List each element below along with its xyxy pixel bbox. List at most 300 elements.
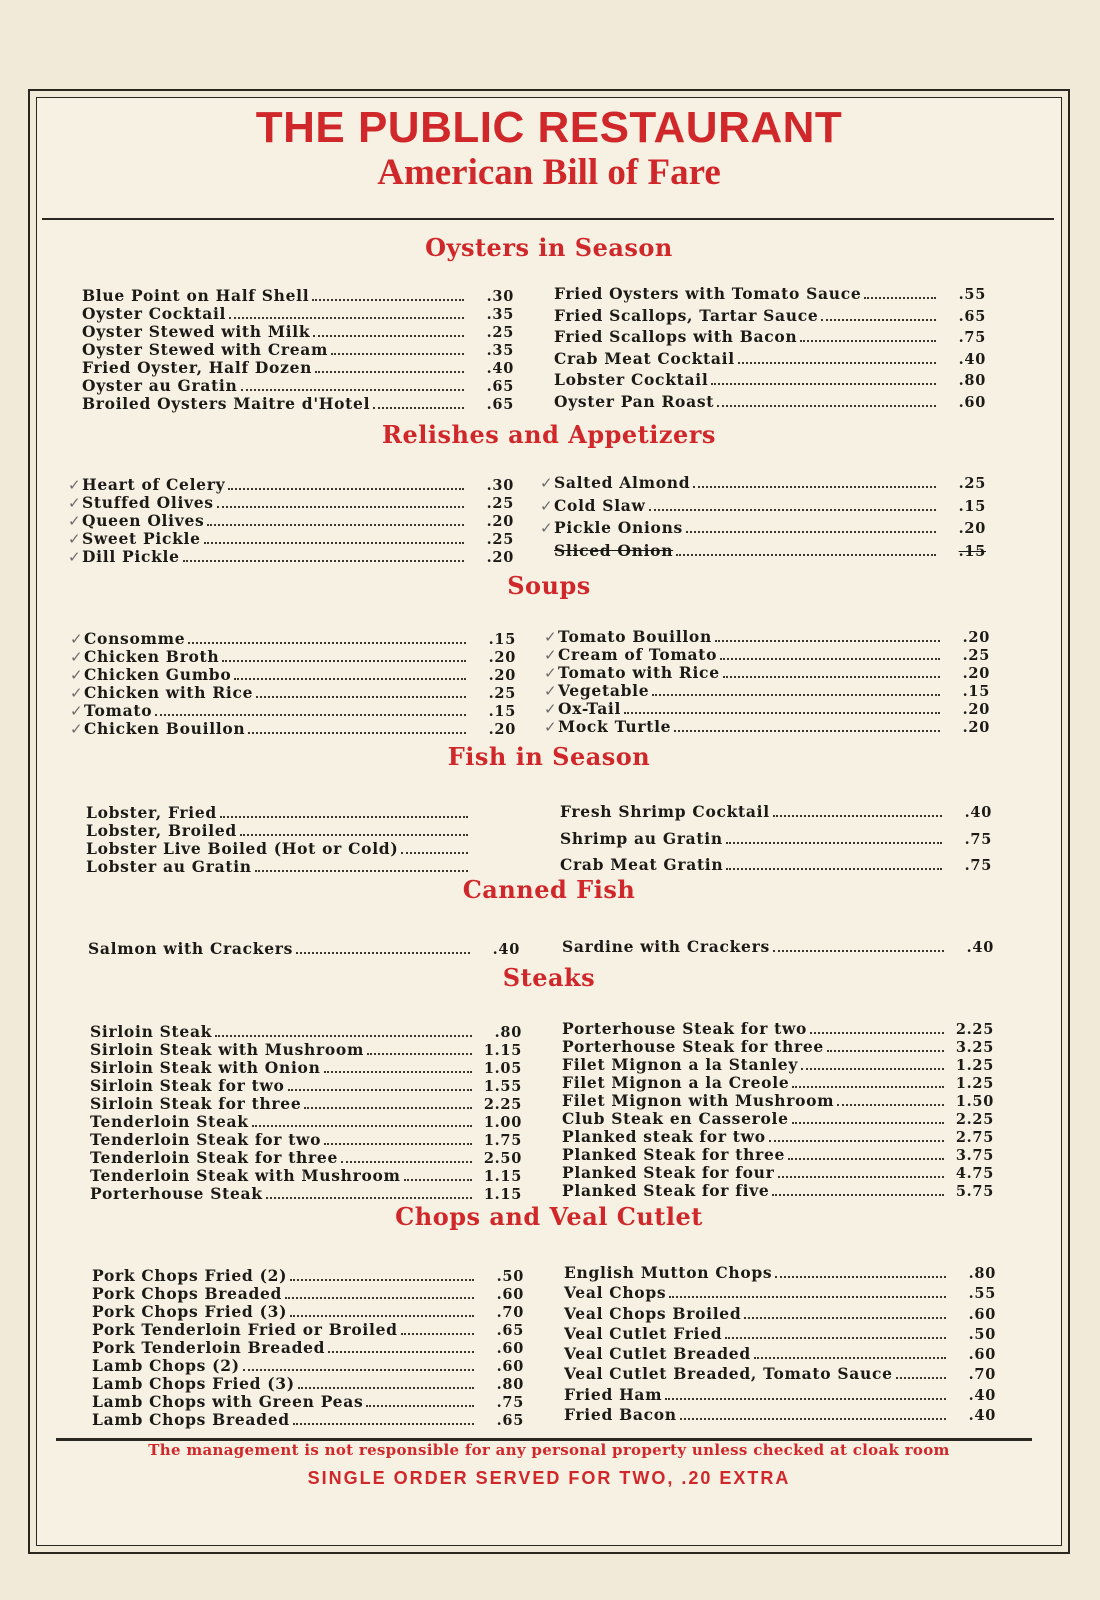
menu-item-price: .25 [958,475,986,492]
menu-item-price: 5.75 [955,1183,994,1200]
menu-item [68,546,514,566]
menu-item-name: Mock Turtle [558,717,672,736]
leader-dots [649,495,936,511]
menu-item [82,357,514,375]
leader-dots [711,369,936,385]
handwritten-check-icon: ✓ [540,496,554,515]
menu-item [86,802,518,820]
leader-dots [800,326,936,342]
handwritten-check-icon: ✓ [544,682,558,700]
menu-item-price: .35 [486,342,514,359]
leader-dots [827,1036,944,1052]
menu-item [554,540,986,563]
leader-dots [252,1111,472,1127]
menu-item [562,1090,994,1108]
menu-item-price: .25 [488,685,516,702]
leader-dots [686,517,936,533]
menu-item-price: 1.05 [483,1060,522,1077]
leader-dots [188,628,466,644]
menu-item-price: .20 [962,719,990,736]
canned-right-column [562,936,994,954]
menu-item-price: 1.15 [483,1168,522,1185]
menu-item [544,644,990,664]
oysters-left-column [82,285,514,411]
leader-dots [298,1373,474,1389]
menu-item-price: .20 [958,520,986,537]
leader-dots [717,391,936,407]
menu-item-name: Porterhouse Steak for three [562,1037,824,1056]
menu-item [82,285,514,303]
menu-item-price: .25 [962,647,990,664]
menu-item-name: Sirloin Steak for three [90,1094,302,1113]
menu-item-price: .75 [964,830,992,848]
menu-item-name: Sirloin Steak [90,1022,213,1041]
menu-item [544,680,990,700]
menu-item [90,1165,522,1183]
menu-item-price: .40 [964,804,992,821]
menu-item-price: 1.25 [955,1075,994,1092]
leader-dots [220,802,468,818]
handwritten-check-icon: ✓ [540,474,554,492]
menu-item-price: 1.15 [483,1042,522,1059]
menu-item-name: Porterhouse Steak for two [562,1019,808,1038]
menu-item [70,682,516,702]
leader-dots [773,936,944,952]
leader-dots [725,1323,946,1339]
relishes-right-column [540,472,986,562]
menu-item-price: .70 [968,1366,996,1384]
leader-dots [792,1072,944,1088]
menu-item [540,495,986,518]
menu-item-name: Stuffed Olives [82,493,214,512]
menu-item-name: Tomato with Rice [558,663,720,682]
bill-of-fare-subtitle: American Bill of Fare [377,152,721,193]
menu-item-price: .75 [964,857,992,874]
leader-dots [266,1183,472,1199]
menu-item-name: Oyster Pan Roast [554,391,715,411]
menu-item [562,1054,994,1072]
menu-item-name: Oyster au Gratin [82,376,238,395]
leader-dots [228,474,464,490]
handwritten-check-icon: ✓ [68,494,82,512]
menu-item [562,1126,994,1144]
fish-right-column [560,799,992,879]
menu-item-name: Queen Olives [82,511,205,530]
menu-item [562,1108,994,1126]
menu-item [70,700,516,720]
leader-dots [674,716,940,732]
menu-item-name: Planked Steak for five [562,1181,770,1200]
leader-dots [324,1057,472,1073]
canned-left-column [88,938,520,956]
menu-item [68,528,514,548]
menu-item [90,1075,522,1093]
menu-item-price: 2.25 [955,1021,994,1038]
leader-dots [293,1409,474,1425]
menu-item-name: Fried Scallops with Bacon [554,327,798,346]
menu-item-name: Veal Cutlet Breaded, Tomato Sauce [564,1364,893,1384]
menu-item-name: Veal Chops [564,1283,667,1303]
leader-dots [241,375,465,391]
leader-dots [401,1319,474,1335]
leader-dots [676,540,936,556]
menu-item-name: Veal Cutlet Breaded [564,1344,751,1364]
menu-item [92,1409,524,1427]
menu-item-price: .65 [486,378,514,395]
menu-item [562,1162,994,1180]
menu-item [562,1018,994,1036]
menu-item-name: Tenderloin Steak [90,1112,249,1131]
menu-item-price: .65 [496,1322,524,1339]
management-notice: The management is not responsible for any personal property unless checked at cloak room [148,1441,950,1459]
menu-item-price: .20 [962,665,990,682]
single-order-notice: SINGLE ORDER SERVED FOR TWO, .20 EXTRA [307,1468,791,1488]
menu-item-price: 4.75 [955,1165,994,1182]
menu-item [92,1283,524,1301]
menu-item [564,1404,996,1424]
menu-item [86,838,518,856]
menu-item-name: Fresh Shrimp Cocktail [560,802,770,821]
menu-item [70,664,516,684]
menu-item-price: .30 [486,477,514,494]
leader-dots [680,1404,946,1420]
leader-dots [669,1282,946,1298]
menu-item-price: .20 [486,513,514,530]
menu-item-name: Sirloin Steak for two [90,1076,285,1095]
leader-dots [792,1108,944,1124]
leader-dots [810,1018,944,1034]
menu-item [560,799,992,826]
handwritten-check-icon: ✓ [70,648,84,666]
menu-item-name: Pork Tenderloin Breaded [92,1338,326,1357]
leader-dots [155,700,466,716]
menu-item [562,1180,994,1198]
menu-item-name: Lobster, Broiled [86,821,237,840]
leader-dots [315,357,464,373]
menu-item-price: .80 [496,1376,524,1393]
menu-item-price: .25 [486,324,514,341]
handwritten-check-icon: ✓ [70,702,84,720]
menu-item-name: Oyster Stewed with Milk [82,322,311,341]
menu-item [540,472,986,495]
menu-item-name: Crab Meat Cocktail [554,348,735,368]
menu-item-price: 2.25 [483,1096,522,1113]
menu-item-name: Lobster, Fried [86,803,217,822]
menu-item-price: .60 [496,1358,524,1375]
menu-item [564,1384,996,1404]
leader-dots [373,393,464,409]
menu-item-price: .60 [496,1286,524,1303]
menu-item [92,1355,524,1373]
menu-item-name: Lamb Chops (2) [92,1356,240,1375]
leader-dots [288,1075,472,1091]
menu-item-price: .20 [488,667,516,684]
leader-dots [772,1180,944,1196]
menu-item [564,1363,996,1383]
handwritten-check-icon: ✓ [68,512,82,530]
menu-item-name: Salmon with Crackers [88,939,294,958]
leader-dots [821,305,936,321]
menu-item-name: Tomato Bouillon [558,627,712,646]
leader-dots [896,1363,946,1379]
menu-item [88,938,520,956]
menu-item [92,1373,524,1391]
menu-item-name: Pickle Onions [554,518,683,537]
leader-dots [183,546,464,562]
chops-left-column [92,1265,524,1427]
header-rule [42,218,1054,220]
menu-item-name: Oyster Cocktail [82,304,227,323]
leader-dots [788,1144,944,1160]
menu-item [70,628,516,648]
menu-item-name: Filet Mignon a la Creole [562,1073,790,1092]
leader-dots [296,938,470,954]
menu-item [90,1183,522,1201]
leader-dots [864,283,936,299]
menu-item [90,1057,522,1075]
menu-item-name: Shrimp au Gratin [560,828,723,848]
menu-item-price: .15 [488,631,516,648]
menu-item [68,510,514,530]
leader-dots [328,1337,474,1353]
menu-item [562,1144,994,1162]
menu-item-price: .80 [494,1024,522,1041]
menu-item-name: Chicken Broth [84,647,220,666]
menu-item [70,646,516,666]
menu-header [36,100,1062,194]
menu-item-name: Sirloin Steak with Mushroom [90,1040,365,1059]
handwritten-check-icon: ✓ [544,664,558,682]
menu-item-price: .80 [968,1265,996,1282]
menu-item-name: Chicken Bouillon [84,719,246,738]
menu-item [544,626,990,646]
menu-item-price: .75 [496,1394,524,1411]
menu-item-price: .40 [958,350,986,368]
leader-dots [775,1262,946,1278]
leader-dots [229,303,464,319]
menu-item-name: Cream of Tomato [558,645,718,664]
leader-dots [290,1301,474,1317]
menu-item [86,820,518,838]
menu-item [90,1111,522,1129]
menu-item [92,1265,524,1283]
menu-item-price: .40 [968,1386,996,1404]
menu-item [554,391,986,413]
menu-item-price: .40 [966,939,994,956]
menu-item-name: Fried Oysters with Tomato Sauce [554,284,862,303]
menu-item-name: Filet Mignon with Mushroom [562,1091,835,1110]
menu-item-name: Sweet Pickle [82,529,201,548]
menu-item [554,369,986,391]
menu-item-name: Tenderloin Steak with Mushroom [90,1166,401,1185]
leader-dots [341,1147,472,1163]
menu-item-name: Fried Ham [564,1384,663,1404]
handwritten-check-icon: ✓ [544,718,558,736]
leader-dots [248,718,466,734]
menu-item-name: Lamb Chops with Green Peas [92,1392,364,1411]
menu-item [92,1319,524,1337]
menu-item-name: Heart of Celery [82,475,226,494]
leader-dots [366,1391,474,1407]
menu-item-name: Broiled Oysters Maitre d'Hotel [82,394,371,413]
leader-dots [738,348,936,364]
fish-left-column [86,802,518,874]
menu-item-name: Oyster Stewed with Cream [82,340,329,359]
menu-item-price: .60 [968,1305,996,1323]
menu-item-name: Tenderloin Steak for three [90,1148,339,1167]
handwritten-check-icon: ✓ [68,530,82,548]
menu-item [564,1323,996,1343]
menu-item-price: 2.50 [483,1150,522,1167]
menu-item [82,393,514,411]
menu-item-price: .40 [492,941,520,958]
menu-item-price: 1.25 [955,1057,994,1074]
menu-item-price: .35 [486,306,514,323]
menu-item-name: Fried Scallops, Tartar Sauce [554,305,819,325]
menu-item-name: Pork Chops Breaded [92,1284,283,1303]
handwritten-check-icon: ✓ [70,666,84,684]
leader-dots [331,339,464,355]
soups-left-column [70,628,516,738]
restaurant-title: THE PUBLIC RESTAURANT [255,103,843,152]
menu-item-price: 1.50 [955,1093,994,1110]
menu-item [544,662,990,682]
menu-item-name: Lamb Chops Breaded [92,1410,290,1429]
menu-item [562,1036,994,1054]
leader-dots [312,285,464,301]
menu-item-name: Consomme [84,629,186,648]
menu-item-price: .65 [958,307,986,325]
leader-dots [801,1054,944,1070]
leader-dots [723,662,940,678]
leader-dots [324,1129,472,1145]
leader-dots [313,321,464,337]
menu-item-price: .20 [488,649,516,666]
menu-item-name: Porterhouse Steak [90,1184,263,1203]
menu-item-name: Pork Chops Fried (3) [92,1302,288,1321]
menu-item-name: Tomato [84,701,153,720]
menu-item [562,936,994,954]
menu-item-name: Filet Mignon a la Stanley [562,1055,799,1074]
menu-item-name: Lobster au Gratin [86,857,252,876]
oysters-right-column [554,283,986,412]
menu-item-name: Chicken with Rice [84,683,254,702]
leader-dots [222,646,466,662]
menu-item [90,1129,522,1147]
menu-item-price: 1.00 [483,1114,522,1131]
steaks-right-column [562,1018,994,1198]
leader-dots [290,1265,474,1281]
menu-item-name: Cold Slaw [554,495,646,515]
menu-item-name: Tenderloin Steak for two [90,1130,322,1149]
menu-item [82,321,514,339]
handwritten-check-icon: ✓ [68,548,82,566]
menu-item-price: .20 [488,721,516,738]
menu-item-name: Lobster Cocktail [554,370,709,389]
leader-dots [304,1093,472,1109]
menu-item-price: .60 [968,1346,996,1364]
menu-item-name: Planked Steak for four [562,1163,775,1182]
leader-dots [773,801,942,817]
handwritten-check-icon: ✓ [68,476,82,494]
menu-item-price: .50 [496,1268,524,1285]
soups-right-column [544,626,990,736]
leader-dots [624,698,940,714]
menu-item-price: .60 [958,393,986,411]
menu-item-price: .30 [486,288,514,305]
menu-item-name: Pork Chops Fried (2) [92,1266,288,1285]
menu-item-name: Veal Cutlet Fried [564,1323,723,1343]
menu-item-price: .65 [496,1412,524,1429]
leader-dots [234,664,466,680]
chops-right-column [564,1262,996,1424]
leader-dots [243,1355,474,1371]
leader-dots [367,1039,472,1055]
leader-dots [215,1021,472,1037]
menu-item [82,375,514,393]
menu-item-price: .40 [968,1407,996,1425]
menu-item-name: Sliced Onion [554,540,674,560]
menu-item [92,1391,524,1409]
menu-item [90,1093,522,1111]
menu-item-price: .40 [486,360,514,377]
menu-item-price: 3.75 [955,1147,994,1164]
menu-item-price: .15 [958,542,986,560]
menu-item-name: Planked steak for two [562,1127,766,1146]
menu-item-price: .20 [486,549,514,566]
menu-item-price: .80 [958,372,986,389]
section-title-canned-fish: Canned Fish [462,875,636,904]
menu-item-price: .65 [486,396,514,413]
leader-dots [726,854,942,870]
menu-item-name: Club Steak en Casserole [562,1109,789,1128]
menu-item-name: Lobster Live Boiled (Hot or Cold) [86,839,399,858]
leader-dots [255,856,468,872]
menu-item [92,1337,524,1355]
menu-item-name: Fried Bacon [564,1405,677,1425]
menu-item [90,1021,522,1039]
menu-item [554,283,986,305]
menu-item-name: Fried Oyster, Half Dozen [82,358,313,377]
menu-item [68,474,514,494]
leader-dots [720,644,940,660]
menu-item-price: 2.25 [955,1111,994,1128]
menu-item-price: .20 [962,701,990,718]
leader-dots [778,1162,945,1178]
menu-item-name: Sirloin Steak with Onion [90,1058,321,1077]
leader-dots [715,626,940,642]
menu-item-price: .55 [958,286,986,303]
menu-item [540,517,986,540]
menu-item [82,339,514,357]
leader-dots [256,682,466,698]
menu-item-name: Veal Chops Broiled [564,1303,742,1323]
menu-item [86,856,518,874]
menu-item-price: 2.75 [955,1129,994,1146]
menu-item [82,303,514,321]
leader-dots [207,510,464,526]
menu-item [564,1303,996,1323]
menu-item-price: .15 [488,703,516,720]
menu-item-price: 1.75 [483,1132,522,1149]
menu-item [544,698,990,718]
handwritten-check-icon: ✓ [544,700,558,718]
menu-item [554,326,986,348]
menu-item [564,1282,996,1302]
menu-item-price: .15 [958,497,986,515]
menu-item [68,492,514,512]
menu-item [564,1262,996,1282]
